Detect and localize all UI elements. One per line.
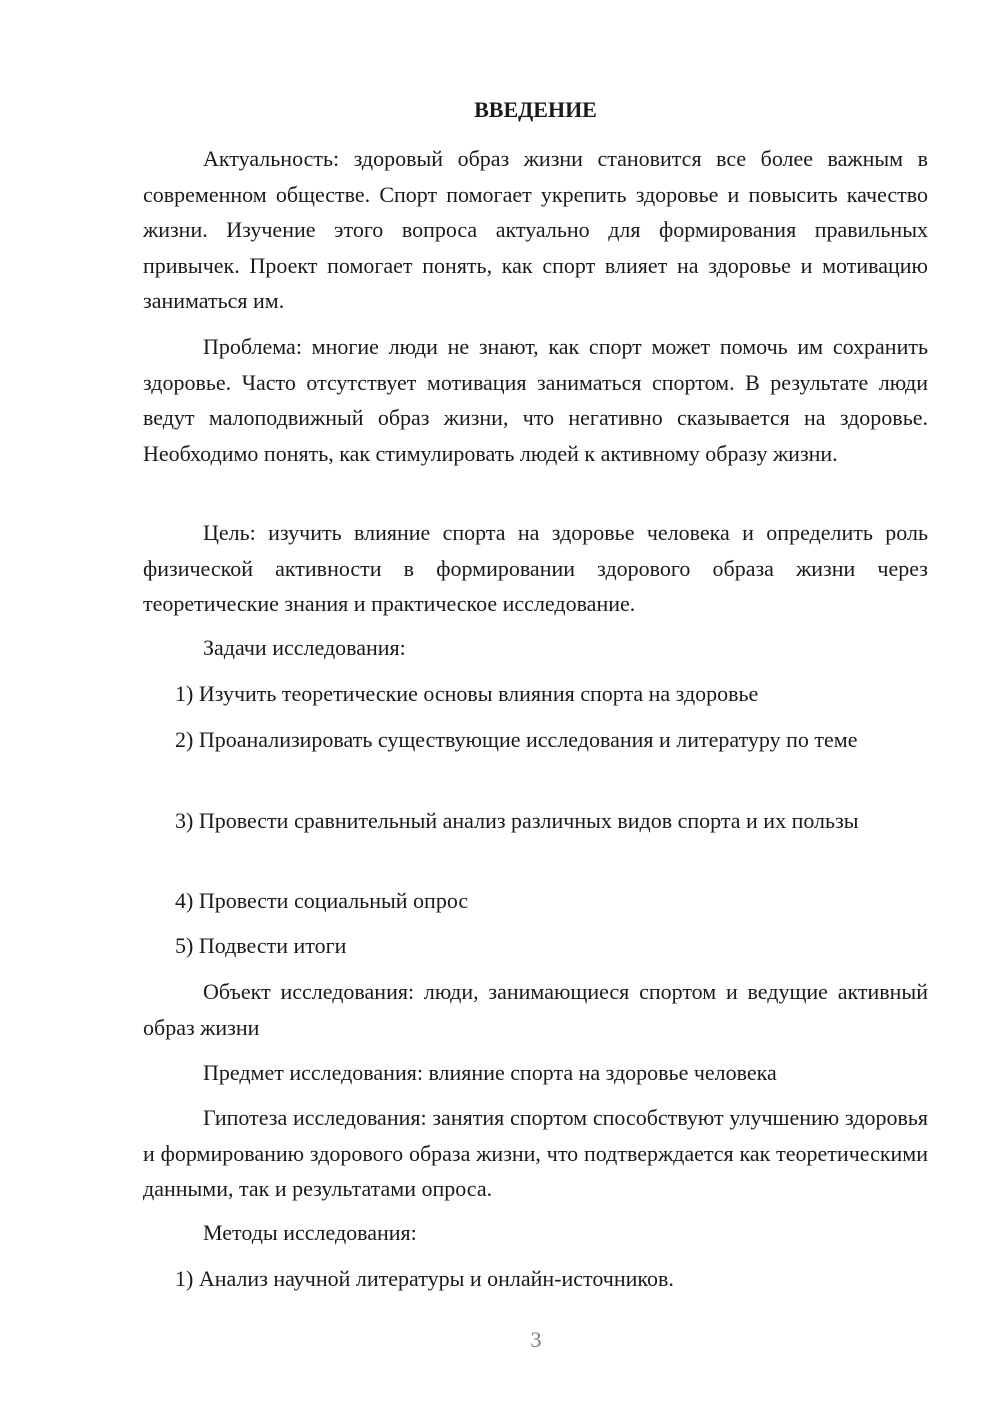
relevance-paragraph: Актуальность: здоровый образ жизни становится все более важным в современном обществе. Спорт помогает укрепить здоровье и повысить качество жизни. Изучение этого вопроса актуально для формирования правильных привычек. Проект помогает понять, как спорт влияет на здоровье и мотивацию заниматься им.: [143, 146, 928, 313]
task-item: 1) Изучить теоретические основы влияния спорта на здоровье: [175, 681, 759, 706]
page-title: ВВЕДЕНИЕ: [474, 97, 597, 122]
methods-heading: Методы исследования:: [203, 1220, 417, 1245]
page-number: 3: [530, 1327, 542, 1352]
tasks-heading: Задачи исследования:: [203, 635, 406, 660]
task-item: 2) Проанализировать существующие исследования и литературу по теме: [175, 727, 858, 752]
task-item: 4) Провести социальный опрос: [175, 888, 469, 913]
task-item: 5) Подвести итоги: [175, 933, 347, 958]
task-item: 3) Провести сравнительный анализ различных видов спорта и их пользы: [175, 808, 859, 833]
object-paragraph: Объект исследования: люди, занимающиеся спортом и ведущие активный образ жизни: [143, 979, 928, 1040]
goal-paragraph: Цель: изучить влияние спорта на здоровье человека и определить роль физической активности в формировании здорового образа жизни через теоретические знания и практическое исследование.: [143, 520, 928, 616]
hypothesis-paragraph: Гипотеза исследования: занятия спортом способствуют улучшению здоровья и формированию здорового образа жизни, что подтверждается как теоретическими данными, так и результатами опроса.: [143, 1105, 928, 1201]
subject-paragraph: Предмет исследования: влияние спорта на здоровье человека: [203, 1060, 777, 1085]
method-item: 1) Анализ научной литературы и онлайн-источников.: [175, 1266, 674, 1291]
problem-paragraph: Проблема: многие люди не знают, как спорт может помочь им сохранить здоровье. Часто отсутствует мотивация заниматься спортом. В результате люди ведут малоподвижный образ жизни, что негативно сказывается на здоровье. Необходимо понять, как стимулировать людей к активному образу жизни.: [143, 334, 928, 466]
